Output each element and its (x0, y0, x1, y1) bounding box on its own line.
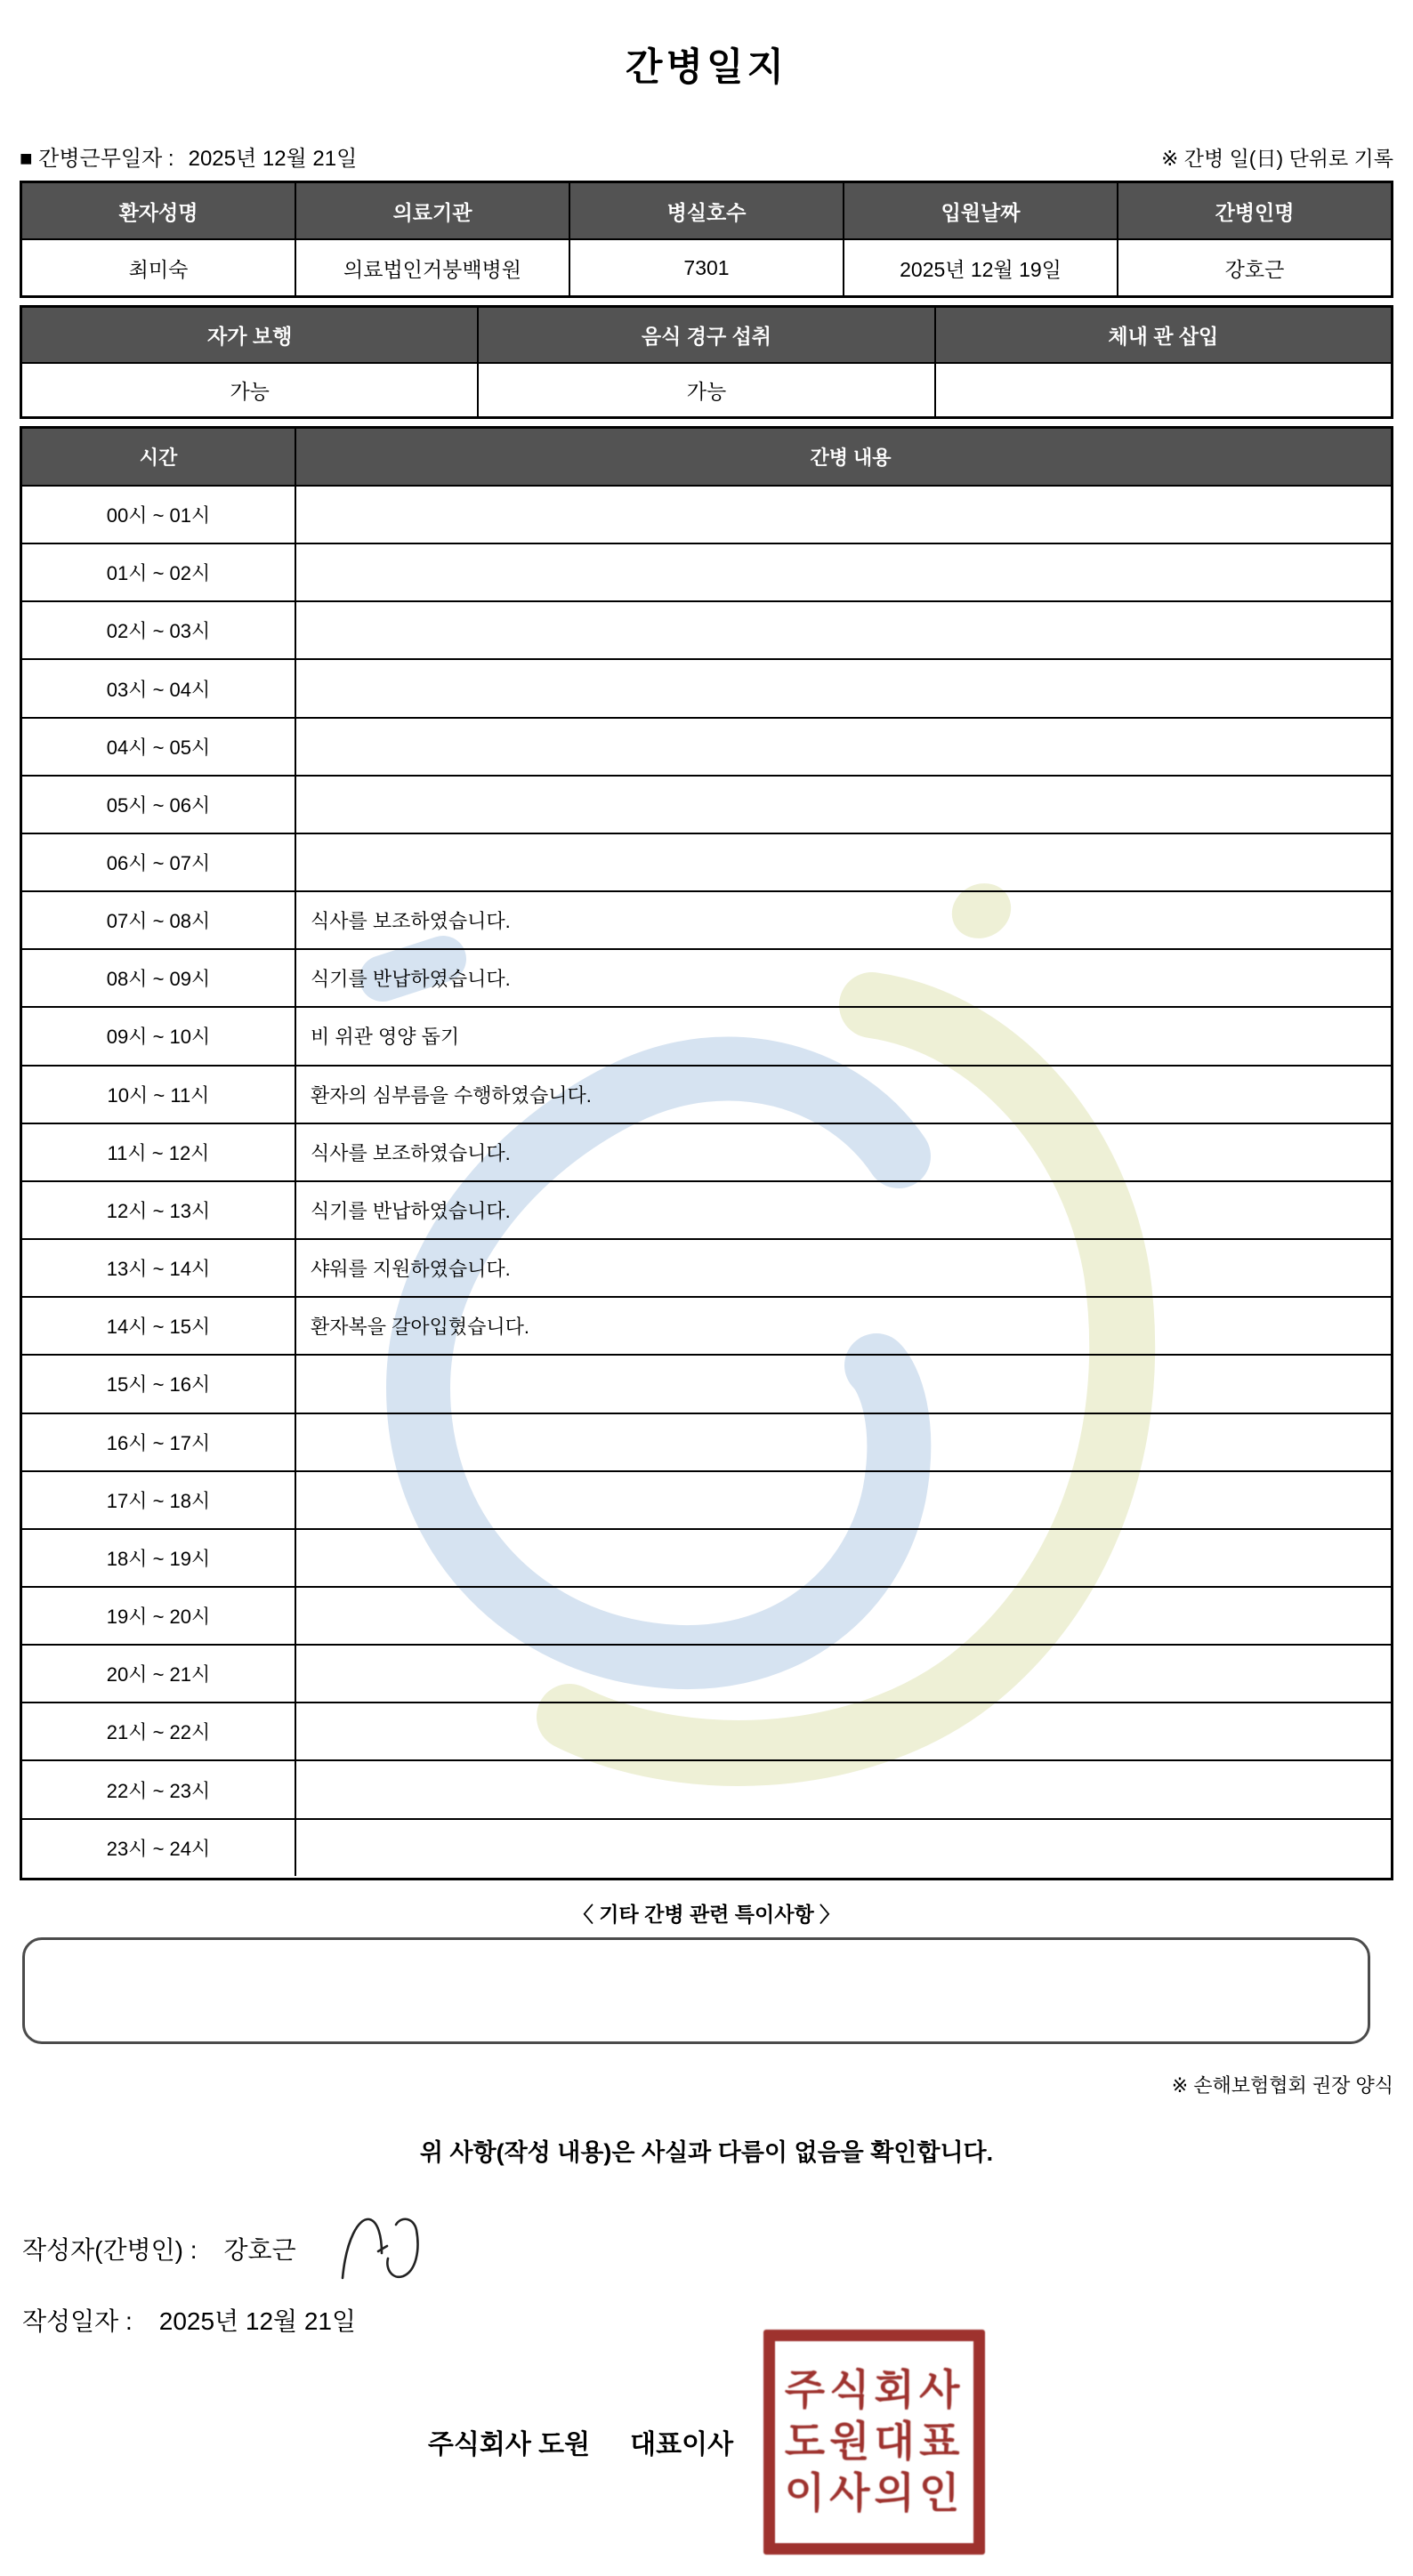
care-row (22, 1296, 1391, 1354)
care-row-time: 11시 ~ 12시 (107, 1141, 210, 1164)
care-row-time: 22시 ~ 23시 (106, 1779, 211, 1802)
care-row-content (295, 719, 1391, 775)
care-row-content: 식기를 반납하였습니다. (295, 950, 1391, 1006)
status-table (20, 305, 1393, 419)
care-row-time: 20시 ~ 21시 (106, 1663, 211, 1686)
care-row (22, 1586, 1391, 1644)
care-row-content (295, 602, 1391, 658)
care-row-content: 샤워를 지원하였습니다. (295, 1240, 1391, 1296)
header-room-number: 병실호수 (569, 183, 843, 238)
care-row-content: 식사를 보조하였습니다. (295, 1124, 1391, 1180)
care-row-time: 04시 ~ 05시 (106, 736, 211, 759)
stamp-line: 이사의인 (784, 2468, 965, 2516)
care-row-time: 00시 ~ 01시 (106, 504, 211, 527)
value-tube-inserted (934, 364, 1391, 416)
care-row (22, 1065, 1391, 1123)
header-oral-intake: 음식 경구 섭취 (477, 308, 933, 362)
record-unit-note: ※ 간병 일(日) 단위로 기록 (1161, 147, 1393, 170)
care-row-content: 식사를 보조하였습니다. (295, 892, 1391, 948)
header-self-walking: 자가 보행 (22, 308, 477, 362)
care-row-content (295, 1703, 1391, 1759)
care-row-time: 23시 ~ 24시 (106, 1837, 211, 1860)
writer-row (22, 2213, 424, 2284)
care-row-content (295, 1820, 1391, 1876)
value-admission-date: 2025년 12월 19일 (843, 240, 1117, 295)
care-row-content: 식기를 반납하였습니다. (295, 1182, 1391, 1238)
care-row-content (295, 1472, 1391, 1528)
header-caregiver-name: 간병인명 (1117, 183, 1391, 238)
patient-info-value-row (22, 238, 1391, 295)
company-name: 주식회사 도원 (427, 2430, 591, 2459)
care-log-table (20, 426, 1393, 1880)
stamp-line: 주식회사 (784, 2366, 965, 2414)
header-tube-inserted: 체내 관 삽입 (934, 308, 1391, 362)
care-row-content (295, 834, 1391, 890)
care-row-time: 02시 ~ 03시 (106, 620, 211, 643)
written-date-value: 2025년 12월 21일 (158, 2307, 357, 2335)
written-date-row (22, 2302, 356, 2338)
care-row-content (295, 660, 1391, 716)
value-patient-name: 최미숙 (128, 257, 189, 281)
care-row (22, 717, 1391, 775)
care-row-content: 비 위관 영양 돕기 (295, 1008, 1391, 1064)
care-row (22, 1759, 1391, 1817)
care-log-header-row (22, 429, 1391, 485)
patient-info-header-row (22, 183, 1391, 238)
care-row-time: 08시 ~ 09시 (106, 968, 211, 991)
value-oral-intake: 가능 (477, 364, 933, 416)
care-row-time: 06시 ~ 07시 (106, 852, 211, 875)
patient-info-table (20, 181, 1393, 298)
care-row (22, 600, 1391, 658)
care-row-time: 10시 ~ 11시 (107, 1083, 210, 1107)
care-row-time: 09시 ~ 10시 (106, 1026, 211, 1049)
care-row (22, 1006, 1391, 1064)
written-date-label: 작성일자 : (22, 2307, 133, 2335)
care-row-time: 18시 ~ 19시 (106, 1547, 211, 1570)
care-row (22, 1180, 1391, 1238)
care-row-time: 07시 ~ 08시 (106, 910, 211, 933)
care-row (22, 833, 1391, 890)
value-caregiver-name: 강호근 (1117, 240, 1391, 295)
writer-label: 작성자(간병인) : (22, 2236, 198, 2264)
care-row (22, 485, 1391, 543)
header-patient-name: 환자성명 (22, 183, 295, 238)
care-row (22, 1528, 1391, 1586)
care-row-time: 16시 ~ 17시 (106, 1431, 211, 1454)
header-time: 시간 (22, 429, 295, 485)
care-row (22, 1238, 1391, 1296)
care-row-time: 19시 ~ 20시 (106, 1606, 211, 1629)
value-room-number: 7301 (569, 240, 843, 295)
work-date-value: 2025년 12월 21일 (188, 147, 358, 171)
writer-name: 강호근 (223, 2236, 296, 2264)
footer-row (20, 2339, 1393, 2544)
header-admission-date: 입원날짜 (843, 183, 1117, 238)
work-date-label: ■ 간병근무일자 : (20, 147, 174, 171)
care-row-content (295, 1646, 1391, 1702)
care-row-time: 01시 ~ 02시 (106, 562, 211, 585)
handwritten-signature (339, 2213, 424, 2284)
care-row-content (295, 777, 1391, 833)
value-self-walking: 가능 (230, 380, 270, 403)
care-row-content (295, 1530, 1391, 1586)
confirmation-statement: 위 사항(작성 내용)은 사실과 다름이 없음을 확인합니다. (419, 2139, 994, 2166)
care-row (22, 1702, 1391, 1759)
care-row-content (295, 544, 1391, 600)
care-row-time: 17시 ~ 18시 (106, 1489, 211, 1512)
care-row-content (295, 1356, 1391, 1412)
status-header-row (22, 308, 1391, 362)
care-row-content (295, 1414, 1391, 1470)
care-row (22, 543, 1391, 600)
meta-row (20, 141, 1393, 172)
care-row-content (295, 487, 1391, 543)
value-medical-institution: 의료법인거붕백병원 (295, 240, 569, 295)
corporate-seal-stamp (763, 2330, 985, 2555)
care-row-time: 15시 ~ 16시 (106, 1373, 211, 1397)
care-row-time: 05시 ~ 06시 (106, 793, 211, 817)
care-row (22, 1470, 1391, 1528)
header-medical-institution: 의료기관 (295, 183, 569, 238)
care-row-content: 환자복을 갈아입혔습니다. (295, 1298, 1391, 1354)
stamp-line: 도원대표 (784, 2418, 965, 2466)
care-row-time: 03시 ~ 04시 (106, 678, 211, 701)
care-row (22, 1123, 1391, 1180)
care-row-content: 환자의 심부름을 수행하였습니다. (295, 1067, 1391, 1123)
special-notes-title: 〈 기타 간병 관련 특이사항 〉 (572, 1903, 841, 1926)
care-row-content (295, 1761, 1391, 1817)
care-row (22, 1818, 1391, 1876)
care-row (22, 1354, 1391, 1412)
care-row (22, 658, 1391, 716)
care-row (22, 890, 1391, 948)
work-date-line (20, 141, 371, 172)
care-row-time: 14시 ~ 15시 (106, 1316, 211, 1339)
care-row (22, 1644, 1391, 1702)
special-notes-box (22, 1937, 1370, 2044)
insurance-form-note: ※ 손해보험협회 권장 양식 (1171, 2074, 1393, 2097)
care-row (22, 948, 1391, 1006)
care-row-time: 21시 ~ 22시 (106, 1721, 211, 1744)
page-title: 간병일지 (625, 46, 788, 89)
care-row-content (295, 1588, 1391, 1644)
care-row (22, 775, 1391, 833)
care-row-time: 12시 ~ 13시 (106, 1199, 211, 1222)
care-row (22, 1413, 1391, 1470)
care-row-time: 13시 ~ 14시 (106, 1258, 211, 1281)
ceo-title: 대표이사 (630, 2430, 734, 2459)
status-value-row (22, 362, 1391, 416)
header-care-content: 간병 내용 (295, 429, 1391, 485)
